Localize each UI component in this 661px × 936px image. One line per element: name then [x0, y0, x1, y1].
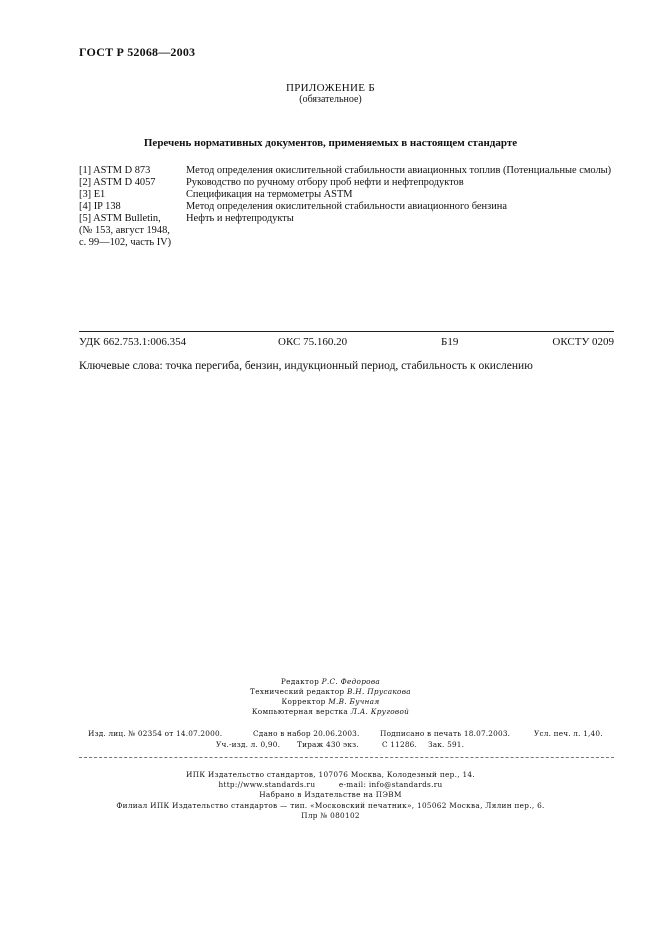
print-sheets: Усл. печ. л. 1,40. [534, 729, 603, 738]
signed-date: Подписано в печать 18.07.2003. [380, 729, 511, 738]
corrector-name: М.В. Бучная [328, 697, 380, 706]
reference-description: Руководство по ручному отбору проб нефти и нефтепродуктов [186, 177, 464, 188]
publication-row-1 [79, 729, 614, 739]
appendix-subtitle: (обязательное) [299, 94, 362, 105]
reference-description: Метод определения окислительной стабильности авиационного бензина [186, 201, 507, 212]
publisher-website: http://www.standards.ru [218, 780, 316, 789]
printing-house: Филиал ИПК Издательство стандартов — тип. «Московский печатник», 105062 Москва, Лялин пер., 6. [116, 801, 545, 810]
plr-number: Плр № 080102 [301, 811, 360, 820]
reference-item [79, 201, 619, 213]
corrector-label: Корректор [281, 697, 326, 706]
layout-name: Л.А. Круговой [350, 707, 410, 716]
tech-editor-line [0, 687, 661, 697]
order-number: Зак. 591. [428, 740, 465, 749]
references-title: Перечень нормативных документов, применяемых в настоящем стандарте [143, 137, 518, 149]
reference-item [79, 177, 619, 189]
publisher-contacts [0, 780, 661, 790]
editor-name: Р.С. Федорова [321, 677, 381, 686]
submitted-date: Сдано в набор 20.06.2003. [253, 729, 360, 738]
references-list [79, 165, 619, 249]
tech-editor-label: Технический редактор [250, 687, 345, 696]
imprint-divider [79, 757, 614, 758]
editor-label: Редактор [280, 677, 320, 686]
classification-divider [79, 331, 614, 332]
license: Изд. лиц. № 02354 от 14.07.2000. [88, 729, 223, 738]
okstu-code: ОКСТУ 0209 [552, 336, 614, 348]
copies: Тираж 430 экз. [297, 740, 359, 749]
standard-number: ГОСТ Р 52068—2003 [79, 45, 196, 59]
reference-item [79, 165, 619, 177]
publisher-address: ИПК Издательство стандартов, 107076 Москва, Колодезный пер., 14. [186, 770, 475, 779]
editor-line [0, 677, 661, 687]
reference-description: Метод определения окислительной стабильности авиационных топлив (Потенциальные смолы) [186, 165, 612, 176]
layout-line [0, 707, 661, 717]
reference-code: [4] IP 138 [79, 201, 121, 212]
appendix-title: ПРИЛОЖЕНИЕ Б [286, 82, 375, 94]
reference-code: [2] ASTM D 4057 [79, 177, 156, 188]
reference-item [79, 189, 619, 201]
typeset-note: Набрано в Издательстве на ПЭВМ [259, 790, 402, 799]
publication-row-2 [79, 740, 614, 750]
udk-code: УДК 662.753.1:006.354 [79, 336, 187, 348]
reference-item [79, 213, 619, 249]
corrector-line [0, 697, 661, 707]
reference-description: Нефть и нефтепродукты [186, 213, 294, 224]
reference-description: Спецификация на термометры ASTM [186, 189, 353, 200]
order-c: С 11286. [382, 740, 418, 749]
reference-code: [3] E1 [79, 189, 106, 200]
oks-code: ОКС 75.160.20 [278, 336, 348, 348]
reference-code: [1] ASTM D 873 [79, 165, 151, 176]
layout-label: Компьютерная верстка [251, 707, 349, 716]
reference-code: [5] ASTM Bulletin, (№ 153, август 1948, с. 99—102, часть IV) [79, 213, 172, 248]
group-code: Б19 [441, 336, 459, 348]
keywords: Ключевые слова: точка перегиба, бензин, индукционный период, стабильность к окислению [79, 360, 533, 372]
publisher-email: e-mail: info@standards.ru [338, 780, 443, 789]
tech-editor-name: В.Н. Прусакова [347, 687, 411, 696]
edition-sheets: Уч.-изд. л. 0,90. [216, 740, 281, 749]
